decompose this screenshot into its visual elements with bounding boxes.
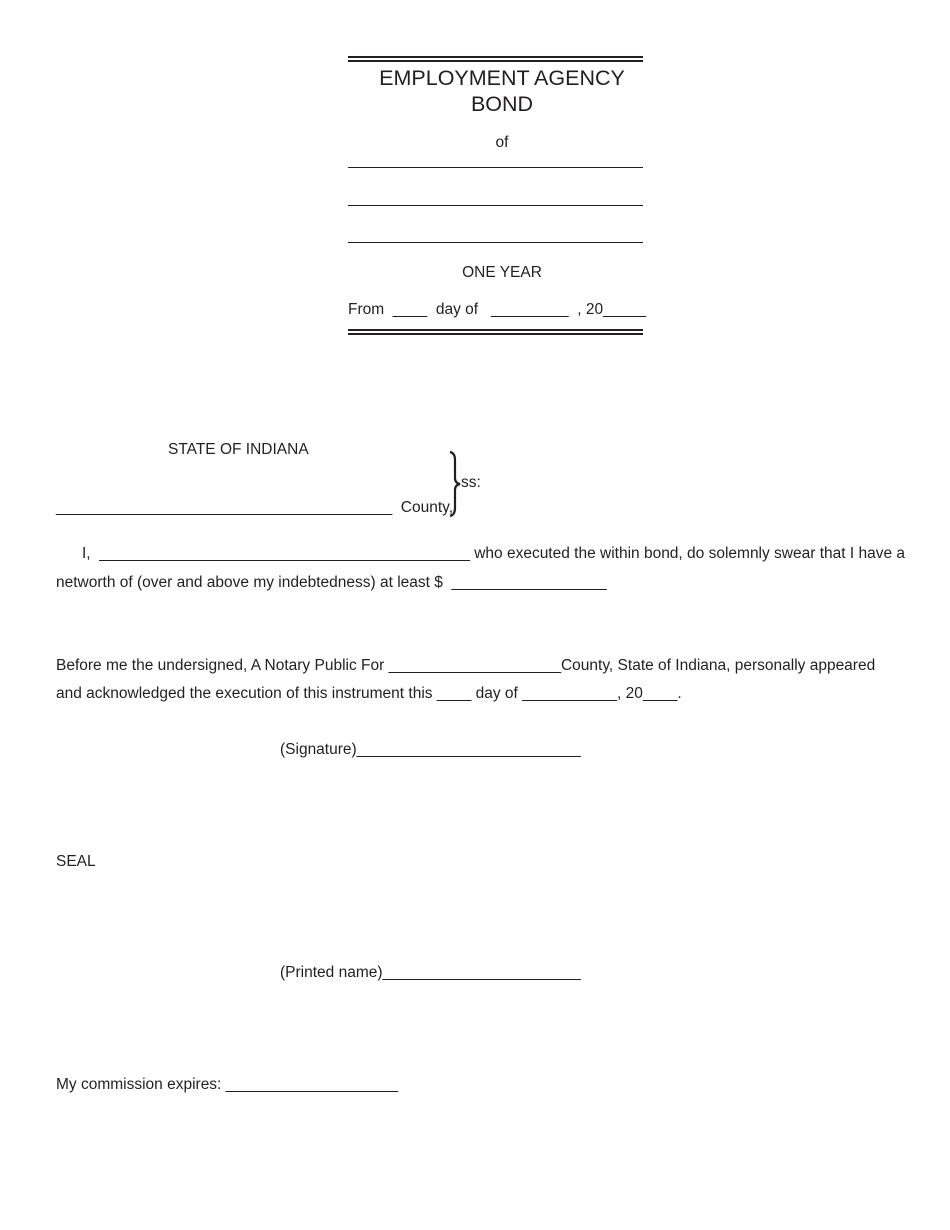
term-label: ONE YEAR [462, 264, 542, 281]
oath-line-1[interactable]: I, ___________________________________________ who executed the within bond, do solemnly swear that I have a [82, 545, 906, 562]
of-label: of [495, 134, 509, 151]
acknowledgment-line-1[interactable]: Before me the undersigned, A Notary Public For ____________________County, State of Indiana, personally appeared [56, 657, 876, 674]
state-label: STATE OF INDIANA [168, 441, 309, 458]
county-line[interactable]: _______________________________________ County, [56, 499, 454, 516]
oath-line-2[interactable]: networth of (over and above my indebtedness) at least $ __________________ [56, 574, 607, 591]
signature-line[interactable]: (Signature)__________________________ [280, 741, 581, 758]
principal-name-line-2[interactable] [348, 204, 643, 206]
from-date-line[interactable]: From ____ day of _________ , 20_____ [348, 301, 647, 318]
bond-title-line-2: BOND [470, 92, 534, 116]
seal-label: SEAL [56, 853, 96, 870]
bond-title-line-1: EMPLOYMENT AGENCY [379, 66, 625, 90]
printed-name-line[interactable]: (Printed name)_______________________ [280, 964, 581, 981]
header-bottom-rule-2 [348, 333, 643, 335]
principal-name-line-1[interactable] [348, 166, 643, 168]
principal-name-line-3[interactable] [348, 241, 643, 243]
header-top-rule-2 [348, 60, 643, 62]
acknowledgment-line-2[interactable]: and acknowledged the execution of this instrument this ____ day of ___________, 20____. [56, 685, 682, 702]
header-top-rule-1 [348, 56, 643, 58]
header-bottom-rule-1 [348, 329, 643, 331]
ss-label: ss: [461, 474, 481, 491]
commission-expires-line[interactable]: My commission expires: ____________________ [56, 1076, 399, 1093]
